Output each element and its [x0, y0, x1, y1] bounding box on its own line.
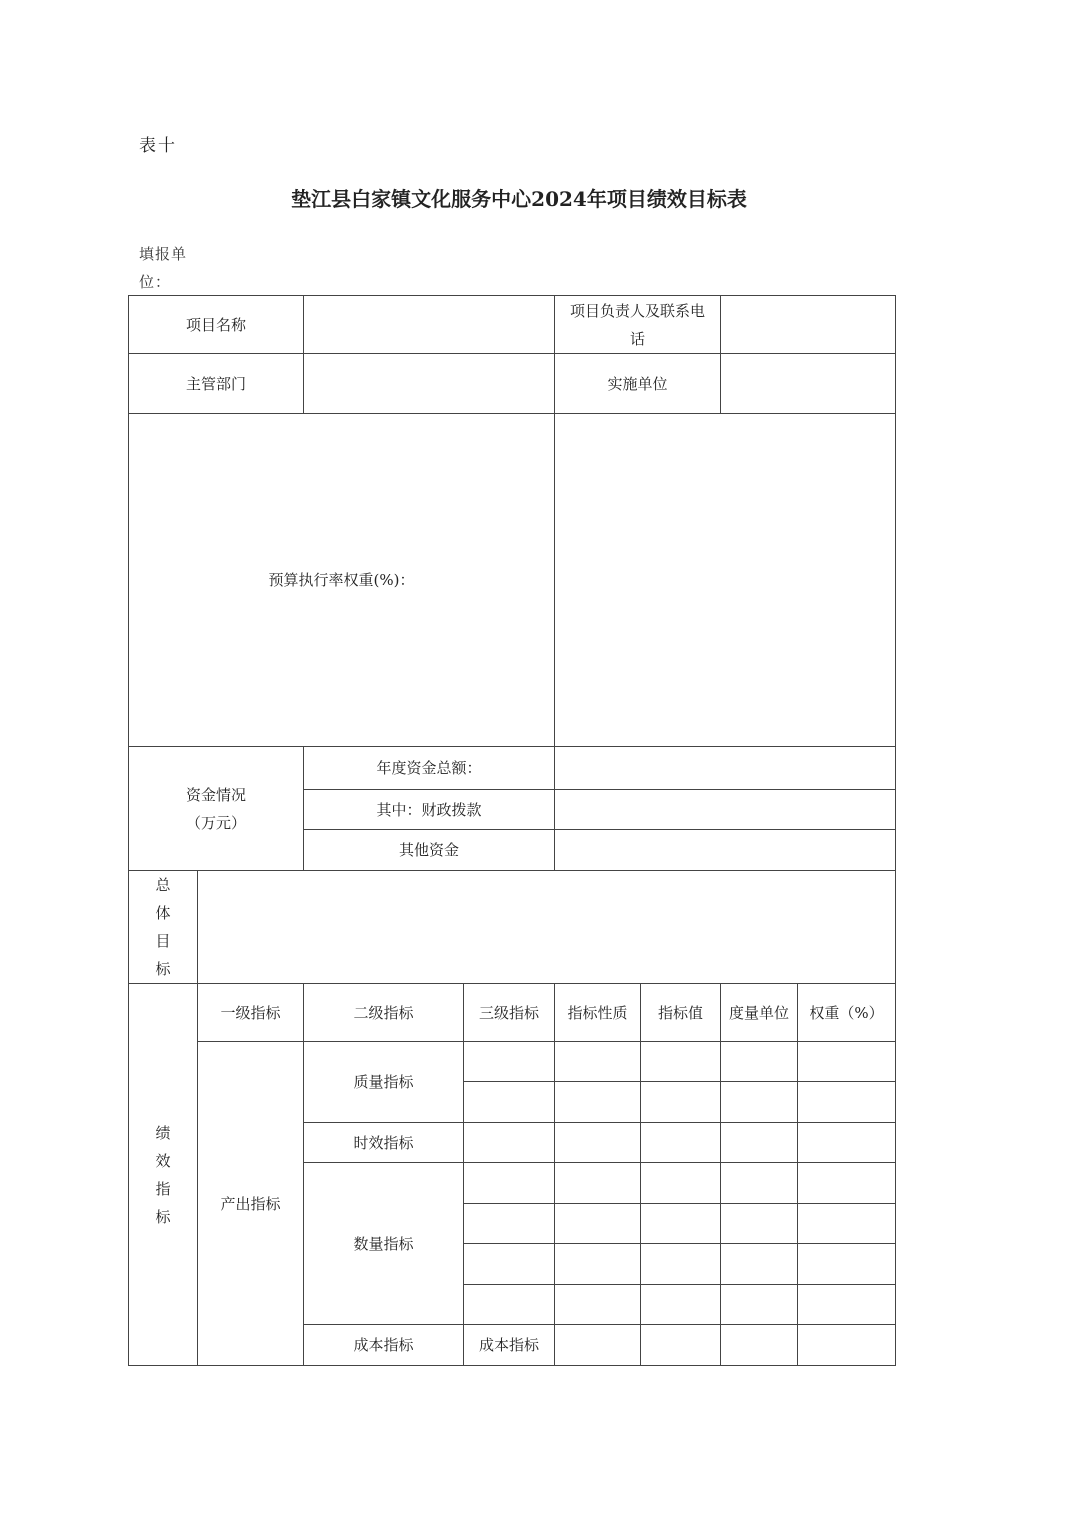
funds-other-field[interactable] [555, 830, 896, 871]
performance-indicator-side-text: 绩效指标 [155, 1123, 171, 1226]
indicator-cell[interactable] [555, 1244, 641, 1285]
indicator-cell[interactable] [555, 1204, 641, 1244]
indicator-cell[interactable] [798, 1123, 896, 1163]
indicator-cell[interactable] [555, 1325, 641, 1366]
indicator-cell[interactable] [464, 1285, 555, 1325]
performance-indicator-side-label [129, 984, 198, 1366]
budget-weight-label: 预算执行率权重(%)： [268, 571, 415, 589]
header-weight: 权重（%） [798, 984, 896, 1042]
indicator-cell[interactable] [641, 1123, 721, 1163]
indicator-cell[interactable] [641, 1042, 721, 1082]
indicator-cell[interactable] [798, 1082, 896, 1123]
header-level3: 三级指标 [464, 984, 555, 1042]
impl-unit-field[interactable] [721, 354, 896, 414]
impl-unit-label: 实施单位 [555, 354, 721, 414]
header-level2: 二级指标 [304, 984, 464, 1042]
filler-unit-label: 填报单位： [139, 245, 188, 291]
funds-label [129, 747, 304, 871]
manager-phone-field[interactable] [721, 296, 896, 354]
manager-phone-label: 项目负责人及联系电话 [555, 296, 721, 354]
output-indicator-label: 产出指标 [198, 1042, 304, 1366]
indicator-cell[interactable] [721, 1244, 798, 1285]
indicator-cell[interactable] [464, 1123, 555, 1163]
indicator-cell[interactable] [798, 1285, 896, 1325]
indicator-cell[interactable] [555, 1042, 641, 1082]
timeliness-indicator-label: 时效指标 [304, 1123, 464, 1163]
indicator-cell[interactable] [641, 1204, 721, 1244]
indicator-cell[interactable] [721, 1082, 798, 1123]
indicator-cell[interactable] [798, 1204, 896, 1244]
overall-goal-field[interactable] [198, 871, 896, 984]
quality-indicator-label: 质量指标 [304, 1042, 464, 1123]
indicator-cell[interactable] [798, 1325, 896, 1366]
indicator-cell[interactable] [464, 1244, 555, 1285]
funds-label-line1: 资金情况 [186, 785, 247, 804]
indicator-cell[interactable] [555, 1285, 641, 1325]
dept-label: 主管部门 [129, 354, 304, 414]
indicator-cell[interactable] [464, 1163, 555, 1204]
indicator-cell[interactable] [798, 1244, 896, 1285]
indicator-cell[interactable] [721, 1042, 798, 1082]
indicator-cell[interactable] [641, 1325, 721, 1366]
project-name-label: 项目名称 [129, 296, 304, 354]
indicator-cell[interactable] [464, 1204, 555, 1244]
funds-fiscal-field[interactable] [555, 790, 896, 830]
dept-field[interactable] [304, 354, 555, 414]
indicator-cell[interactable] [721, 1163, 798, 1204]
indicator-cell[interactable] [464, 1082, 555, 1123]
project-name-field[interactable] [304, 296, 555, 354]
indicator-cell[interactable] [555, 1082, 641, 1123]
header-nature: 指标性质 [555, 984, 641, 1042]
indicator-cell[interactable] [555, 1123, 641, 1163]
indicator-cell[interactable] [464, 1042, 555, 1082]
indicator-cell[interactable] [555, 1163, 641, 1204]
performance-target-table [128, 295, 896, 1366]
indicator-cell[interactable] [798, 1042, 896, 1082]
indicator-cell[interactable] [721, 1123, 798, 1163]
indicator-cell[interactable] [721, 1285, 798, 1325]
table-tag: 表十 [139, 136, 177, 156]
indicator-cell[interactable] [641, 1082, 721, 1123]
header-value: 指标值 [641, 984, 721, 1042]
overall-goal-label-text: 总体目标 [155, 876, 171, 978]
header-unit: 度量单位 [721, 984, 798, 1042]
cost-indicator-level2-label: 成本指标 [464, 1325, 555, 1366]
header-level1: 一级指标 [198, 984, 304, 1042]
overall-goal-label [129, 871, 198, 984]
indicator-cell[interactable] [798, 1163, 896, 1204]
funds-label-line2: （万元） [186, 813, 247, 832]
indicator-cell[interactable] [721, 1204, 798, 1244]
indicator-cell[interactable] [641, 1285, 721, 1325]
indicator-cell[interactable] [641, 1163, 721, 1204]
cost-indicator-level1-label: 成本指标 [304, 1325, 464, 1366]
funds-other-label: 其他资金 [304, 830, 555, 871]
funds-fiscal-label: 其中：财政拨款 [304, 790, 555, 830]
budget-right-field[interactable] [555, 414, 896, 747]
funds-total-field[interactable] [555, 747, 896, 790]
document-title: 垫江县白家镇文化服务中心2024年项目绩效目标表 [291, 187, 747, 211]
indicator-cell[interactable] [721, 1325, 798, 1366]
quantity-indicator-label: 数量指标 [304, 1163, 464, 1325]
budget-weight-cell[interactable] [129, 414, 555, 747]
funds-total-label: 年度资金总额： [304, 747, 555, 790]
indicator-cell[interactable] [641, 1244, 721, 1285]
